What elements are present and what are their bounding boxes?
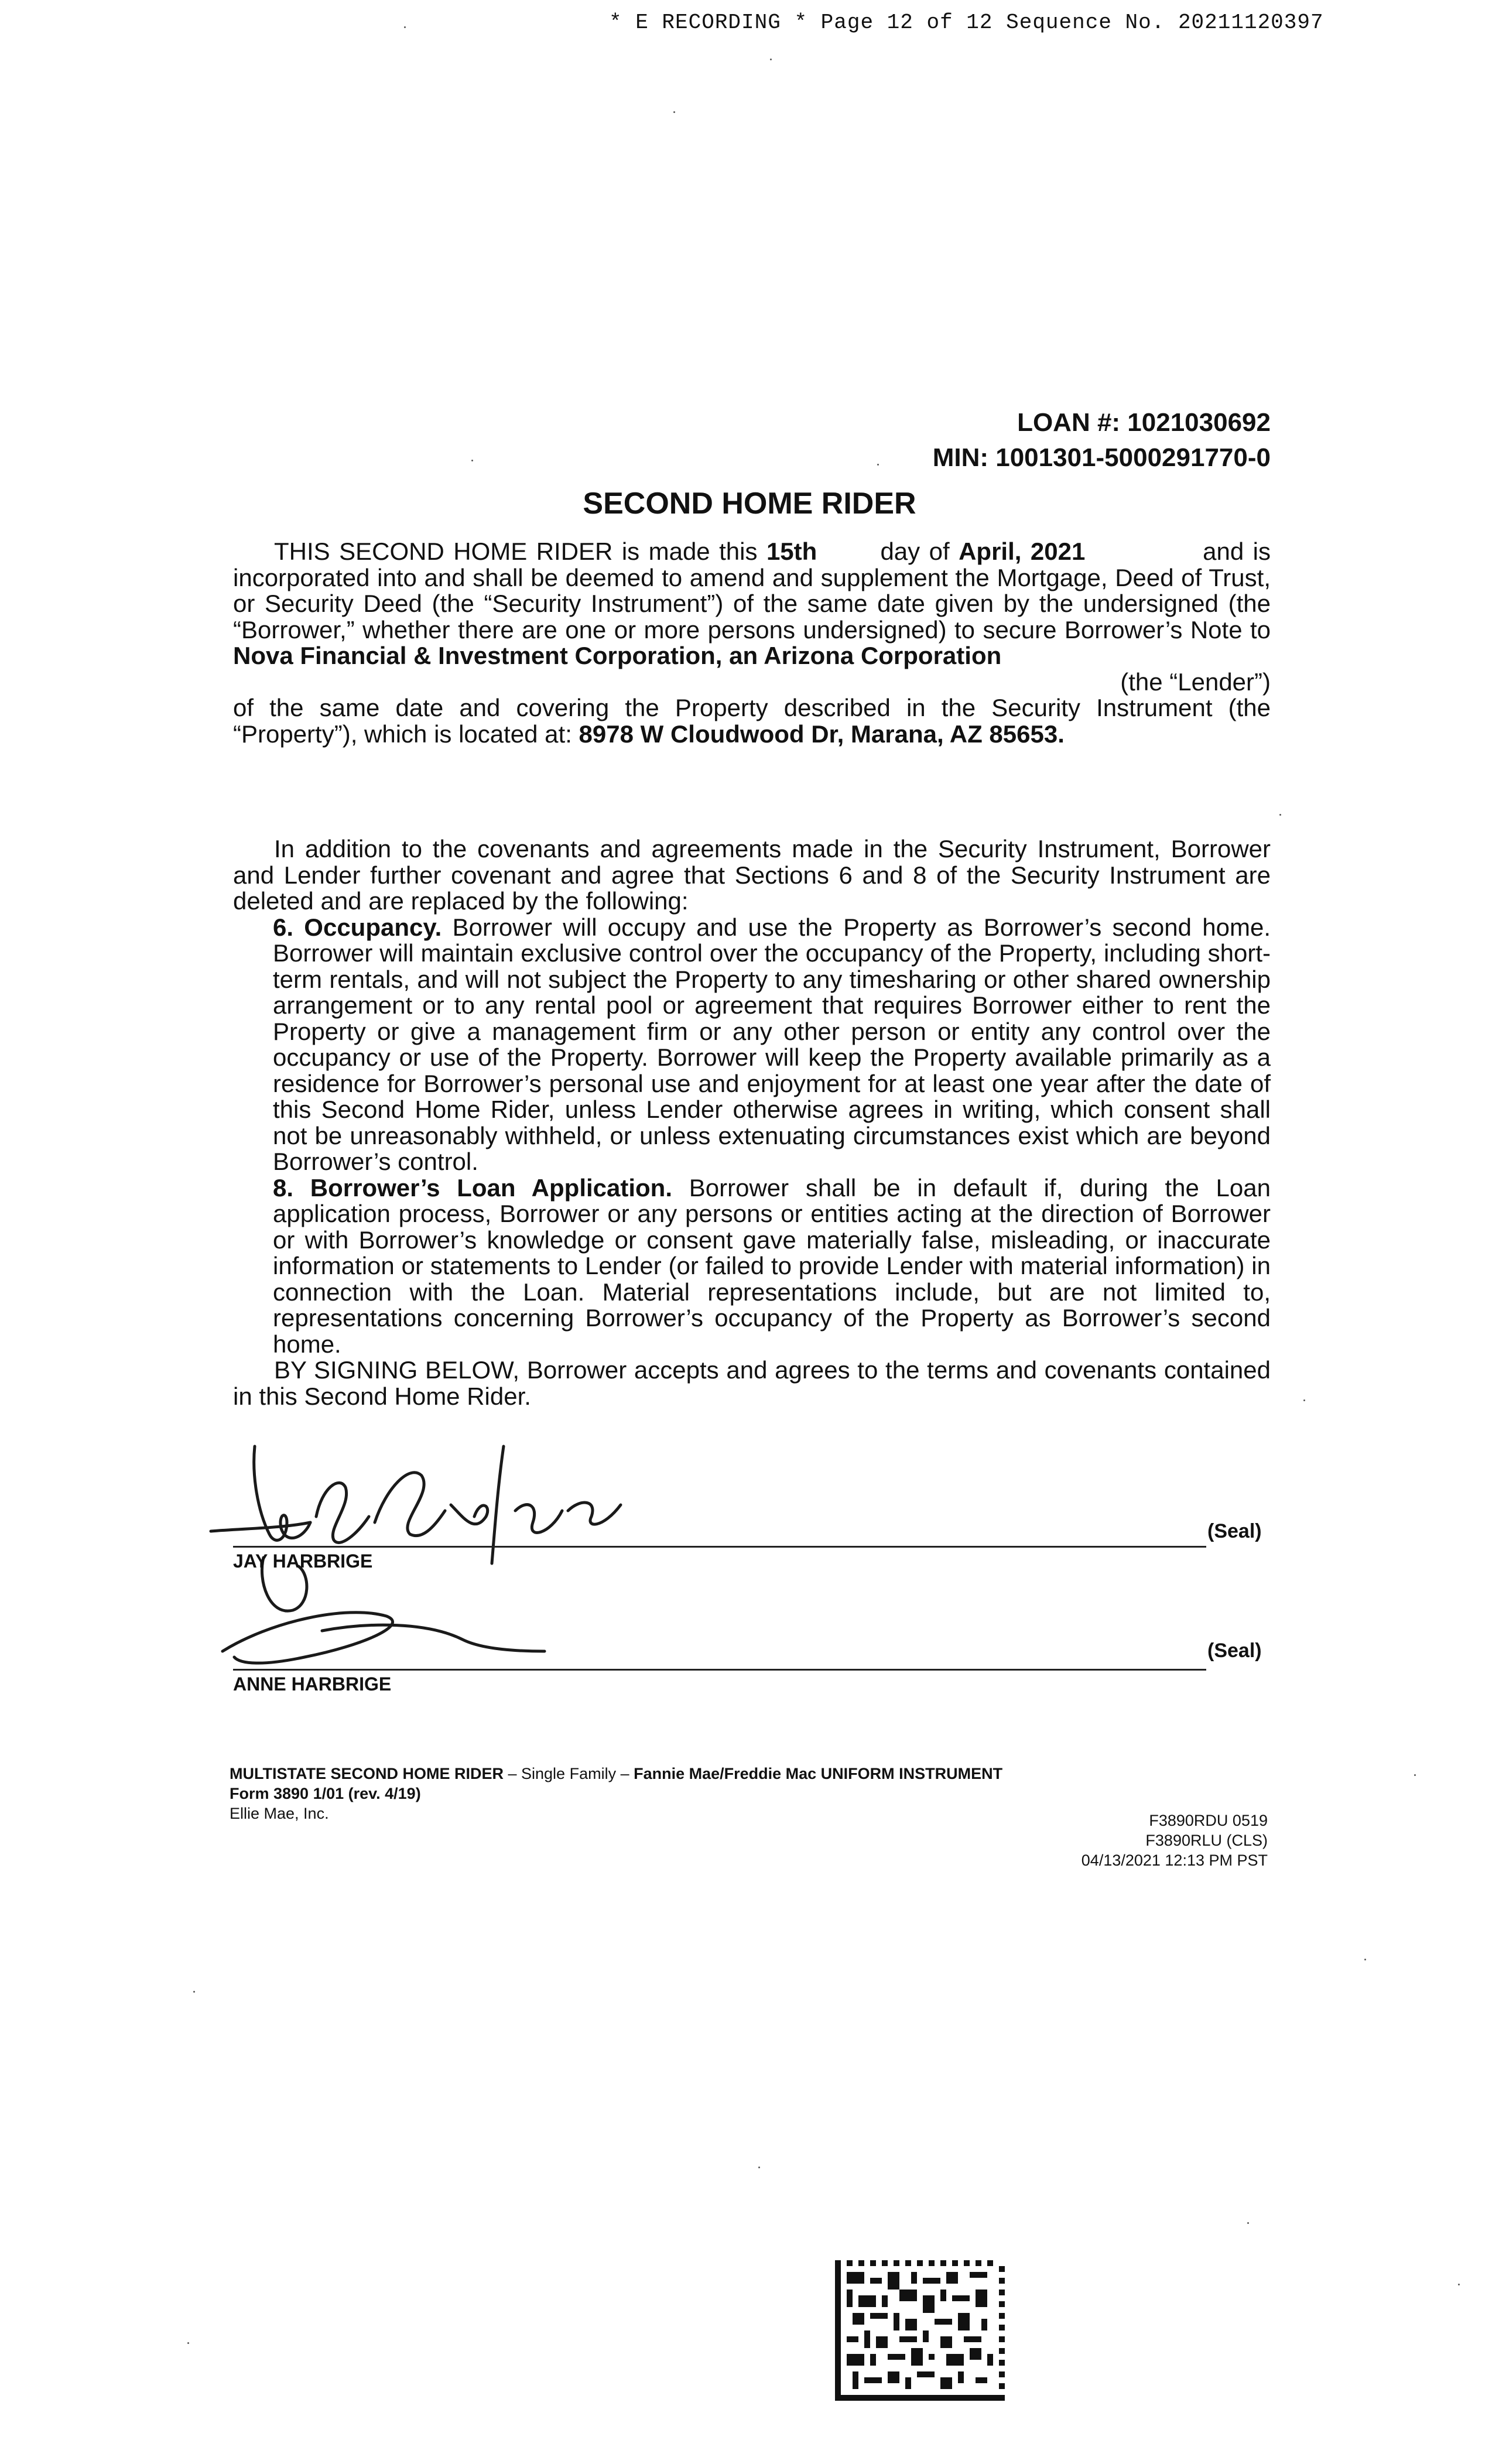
page-title: SECOND HOME RIDER: [583, 487, 916, 521]
property-address: 8978 W Cloudwood Dr, Marana, AZ 85653.: [579, 720, 1065, 748]
scan-speck: [877, 464, 879, 466]
loan-number: LOAN #: 1021030692: [1017, 408, 1271, 437]
intro-text-2: day of: [880, 538, 950, 565]
form-title-instrument: Fannie Mae/Freddie Mac UNIFORM INSTRUMENT: [634, 1765, 1003, 1782]
section-8: [233, 1175, 1271, 1358]
signer-name-2: ANNE HARBRIGE: [233, 1674, 392, 1695]
covenants-block: [233, 836, 1271, 1409]
form-code-1: F3890RDU 0519: [1149, 1812, 1268, 1829]
scan-speck: [404, 26, 406, 28]
section-8-heading: 8. Borrower’s Loan Application.: [273, 1173, 673, 1202]
form-code-2: F3890RLU (CLS): [1145, 1832, 1268, 1849]
scan-speck: [1458, 2284, 1460, 2285]
scan-speck: [187, 2342, 189, 2344]
seal-1: (Seal): [1207, 1520, 1262, 1542]
covenants-intro: In addition to the covenants and agreements made in the Security Instrument, Borrower and Lender further covenant and agree that Sections 6 and 8 of the Security Instrument are deleted and are replaced by the following:: [233, 835, 1271, 915]
signer-name-1: JAY HARBRIGE: [233, 1551, 373, 1572]
lender-tag: (the “Lender”): [1120, 668, 1271, 696]
intro-text-4: of the same date and covering the Property described in the Security Instrument (the “Property”), which is located at:: [233, 694, 1271, 748]
intro-day: 15th: [766, 538, 817, 565]
intro-month-year: April, 2021: [959, 538, 1086, 565]
scan-speck: [770, 59, 772, 60]
form-title-rest: – Single Family –: [504, 1765, 634, 1782]
form-footer: [230, 1764, 1166, 1823]
loan-info: [933, 405, 1271, 475]
intro-text-3: and is incorporated into and shall be deemed to amend and supplement the Mortgage, Deed of Trust, or Security Deed (the “Security Instrument”) of the same date given by the undersigned (the “Borrower,” whether there are one or more persons undersigned) to secure Borrower’s Note to: [233, 538, 1271, 644]
signature-line-2: [233, 1669, 1206, 1671]
section-8-text: Borrower shall be in default if, during the Loan application process, Borrower or any persons or entities acting at the direction of Borrower or with Borrower’s knowledge or consent gave materially false, misleading, or inaccurate information or statements to Lender (or failed to provide Lender with material information) in connection with the Loan. Material representations include, but are not limited to, representations concerning Borrower’s occupancy of the Property as Borrower’s second home.: [273, 1173, 1271, 1358]
barcode-icon: [835, 2260, 1005, 2401]
signature-line-1: [233, 1546, 1206, 1548]
scan-speck: [758, 2167, 760, 2168]
section-6: [233, 915, 1271, 1175]
scan-speck: [193, 1991, 195, 1993]
form-number: Form 3890 1/01 (rev. 4/19): [230, 1785, 421, 1802]
intro-text-1: THIS SECOND HOME RIDER is made this: [274, 538, 758, 565]
min-number: MIN: 1001301-5000291770-0: [932, 443, 1271, 472]
scan-speck: [1364, 1959, 1366, 1960]
form-title-main: MULTISTATE SECOND HOME RIDER: [230, 1765, 504, 1782]
scan-speck: [673, 111, 675, 113]
vendor-name: Ellie Mae, Inc.: [230, 1805, 329, 1822]
scan-speck: [1279, 814, 1281, 816]
form-title: [230, 1764, 1166, 1784]
form-timestamp: 04/13/2021 12:13 PM PST: [1081, 1852, 1268, 1869]
scan-speck: [1303, 1399, 1305, 1401]
signature-anne: [217, 1599, 580, 1681]
scan-speck: [471, 460, 473, 461]
seal-2: (Seal): [1207, 1640, 1262, 1662]
scan-speck: [1247, 2222, 1249, 2224]
lender-name: Nova Financial & Investment Corporation, an Arizona Corporation: [233, 642, 1002, 669]
form-codes: [1082, 1811, 1268, 1870]
section-6-heading: 6. Occupancy.: [273, 913, 442, 941]
scan-speck: [1414, 1774, 1416, 1776]
section-6-text: Borrower will occupy and use the Property as Borrower’s second home. Borrower will maintain exclusive control over the occupancy of the Property, including short-term rentals, and will not subject the Property to any timesharing or other shared ownership arrangement or to any rental pool or agreement that requires Borrower either to rent the Property or give a management firm or any other person or entity any control over the occupancy or use of the Property. Borrower will keep the Property available primarily as a residence for Borrower’s personal use and enjoyment for at least one year after the date of this Second Home Rider, unless Lender otherwise agrees in writing, which consent shall not be unreasonably withheld, or unless extenuating circumstances exist which are beyond Borrower’s control.: [273, 913, 1271, 1175]
intro-paragraph: [233, 539, 1271, 747]
recording-header: * E RECORDING * Page 12 of 12 Sequence No. 20211120397: [609, 11, 1324, 35]
signing-statement: BY SIGNING BELOW, Borrower accepts and agrees to the terms and covenants contained in this Second Home Rider.: [233, 1356, 1271, 1410]
